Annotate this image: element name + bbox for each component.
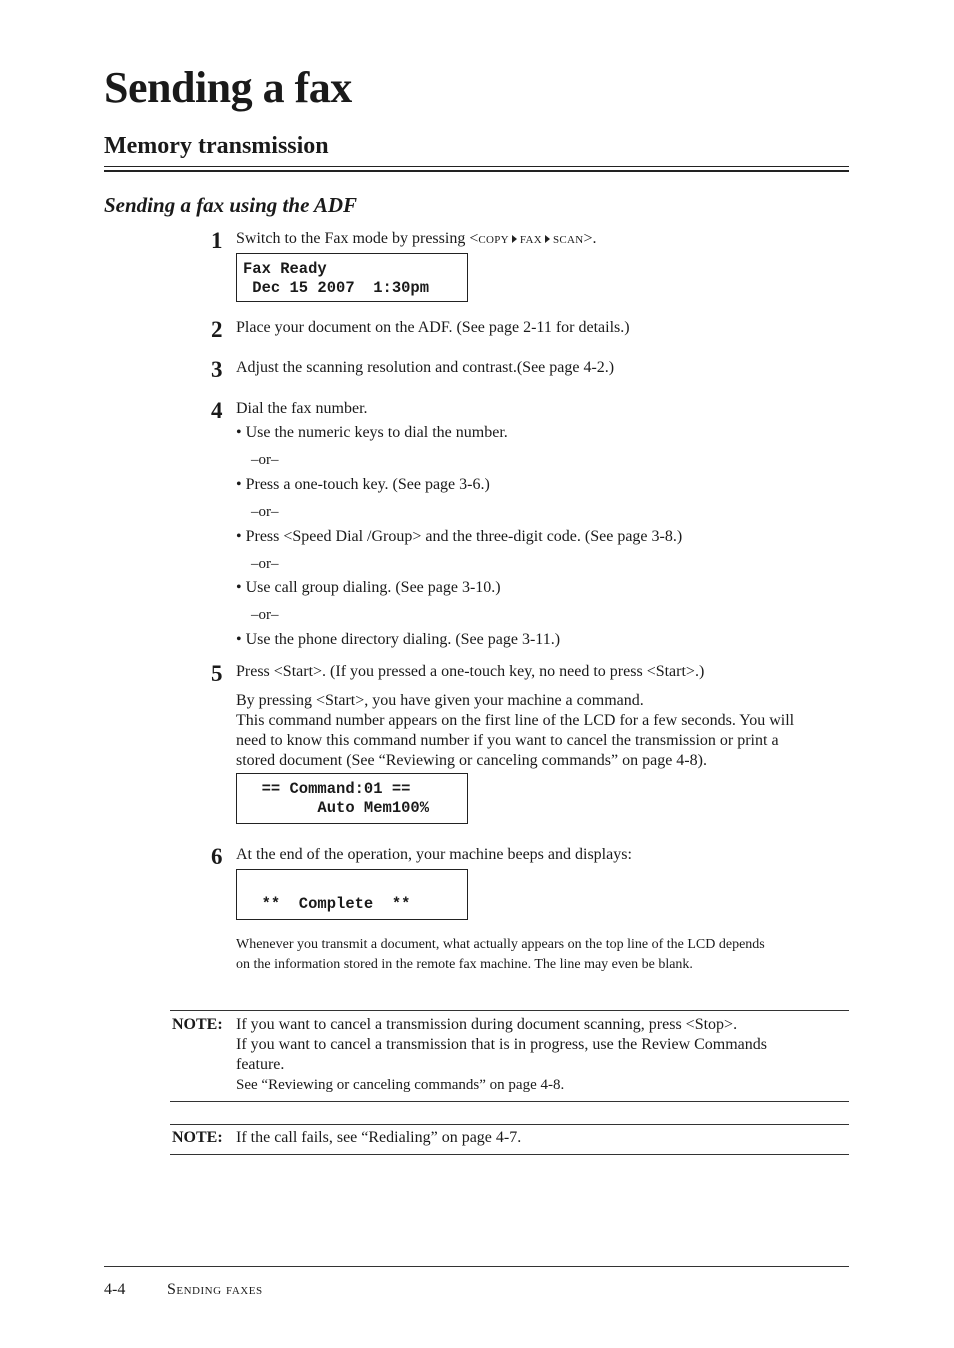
- note-1-line-1: If you want to cancel a transmission during document scanning, press <Stop>.: [236, 1016, 738, 1033]
- step-5-para-3: need to know this command number if you want to cancel the transmission or print a: [236, 732, 779, 749]
- note-2-line-1: If the call fails, see “Redialing” on page 4-7.: [236, 1129, 522, 1146]
- lcd-display-command: [236, 773, 468, 824]
- or-separator: –or–: [251, 452, 279, 468]
- or-separator: –or–: [251, 556, 279, 572]
- key-scan-label: SCAN: [552, 234, 584, 246]
- note-1-line-2: If you want to cancel a transmission that is in progress, use the Review Commands: [236, 1036, 768, 1053]
- step-5-para-4: stored document (See “Reviewing or canceling commands” on page 4-8).: [236, 752, 707, 769]
- section-rule: [104, 166, 849, 172]
- key-fax-label: FAX: [519, 234, 542, 246]
- note-label: NOTE:: [172, 1016, 223, 1033]
- step-6-number: 6: [211, 844, 223, 869]
- section-heading: Memory transmission: [104, 133, 329, 159]
- lcd-display-fax-ready: [236, 253, 468, 302]
- step-4-number: 4: [211, 398, 223, 423]
- page-title: Sending a fax: [104, 63, 352, 112]
- lcd-line-2: Dec 15 2007 1:30pm: [243, 279, 430, 297]
- note-1-line-4: See “Reviewing or canceling commands” on page 4-8.: [236, 1077, 565, 1093]
- step-1-text: Switch to the Fax mode by pressing <COPY FAX SCAN>.: [236, 230, 597, 247]
- step-2-number: 2: [211, 317, 223, 342]
- note-rule-top: [170, 1124, 849, 1125]
- note-rule-top: [170, 1010, 849, 1011]
- step-4-bullet-2: • Press a one-touch key. (See page 3-6.): [236, 476, 490, 493]
- step-5-para-2: This command number appears on the first line of the LCD for a few seconds. You will: [236, 712, 795, 729]
- step-4-text: Dial the fax number.: [236, 400, 368, 417]
- lcd-line-2: ** Complete **: [243, 895, 411, 913]
- lcd-line-1: Fax Ready: [243, 260, 327, 278]
- note-rule-bottom: [170, 1154, 849, 1155]
- note-label: NOTE:: [172, 1129, 223, 1146]
- step-6-remark-1: Whenever you transmit a document, what actually appears on the top line of the LCD depends: [236, 937, 765, 952]
- step-3-number: 3: [211, 357, 223, 382]
- step-5-text: Press <Start>. (If you pressed a one-touch key, no need to press <Start>.): [236, 663, 705, 680]
- note-1-line-3: feature.: [236, 1056, 285, 1073]
- step-5-para-1: By pressing <Start>, you have given your machine a command.: [236, 692, 644, 709]
- step-4-bullet-4: • Use call group dialing. (See page 3-10.): [236, 579, 501, 596]
- footer-chapter: Sending faxes: [167, 1281, 263, 1298]
- step-4-bullet-5: • Use the phone directory dialing. (See page 3-11.): [236, 631, 561, 648]
- lcd-line-1: [243, 876, 467, 895]
- step-2-text: Place your document on the ADF. (See page 2-11 for details.): [236, 319, 630, 336]
- step-6-remark-2: on the information stored in the remote fax machine. The line may even be blank.: [236, 957, 693, 972]
- step-4-bullet-1: • Use the numeric keys to dial the number.: [236, 424, 508, 441]
- note-rule-bottom: [170, 1101, 849, 1102]
- step-4-bullet-3: • Press <Speed Dial /Group> and the three-digit code. (See page 3-8.): [236, 528, 683, 545]
- footer-rule: [104, 1266, 849, 1267]
- key-copy-label: COPY: [478, 234, 509, 246]
- or-separator: –or–: [251, 607, 279, 623]
- step-1-number: 1: [211, 228, 223, 253]
- lcd-line-2: Auto Mem100%: [243, 799, 430, 817]
- step-5-number: 5: [211, 661, 223, 686]
- lcd-display-complete: [236, 869, 468, 920]
- arrow-right-icon: [545, 235, 550, 243]
- or-separator: –or–: [251, 504, 279, 520]
- lcd-line-1: == Command:01 ==: [243, 780, 411, 798]
- footer-page-number: 4-4: [104, 1281, 126, 1298]
- step-3-text: Adjust the scanning resolution and contrast.(See page 4-2.): [236, 359, 615, 376]
- step-6-text: At the end of the operation, your machine beeps and displays:: [236, 846, 632, 863]
- subsection-heading: Sending a fax using the ADF: [104, 193, 358, 217]
- arrow-right-icon: [512, 235, 517, 243]
